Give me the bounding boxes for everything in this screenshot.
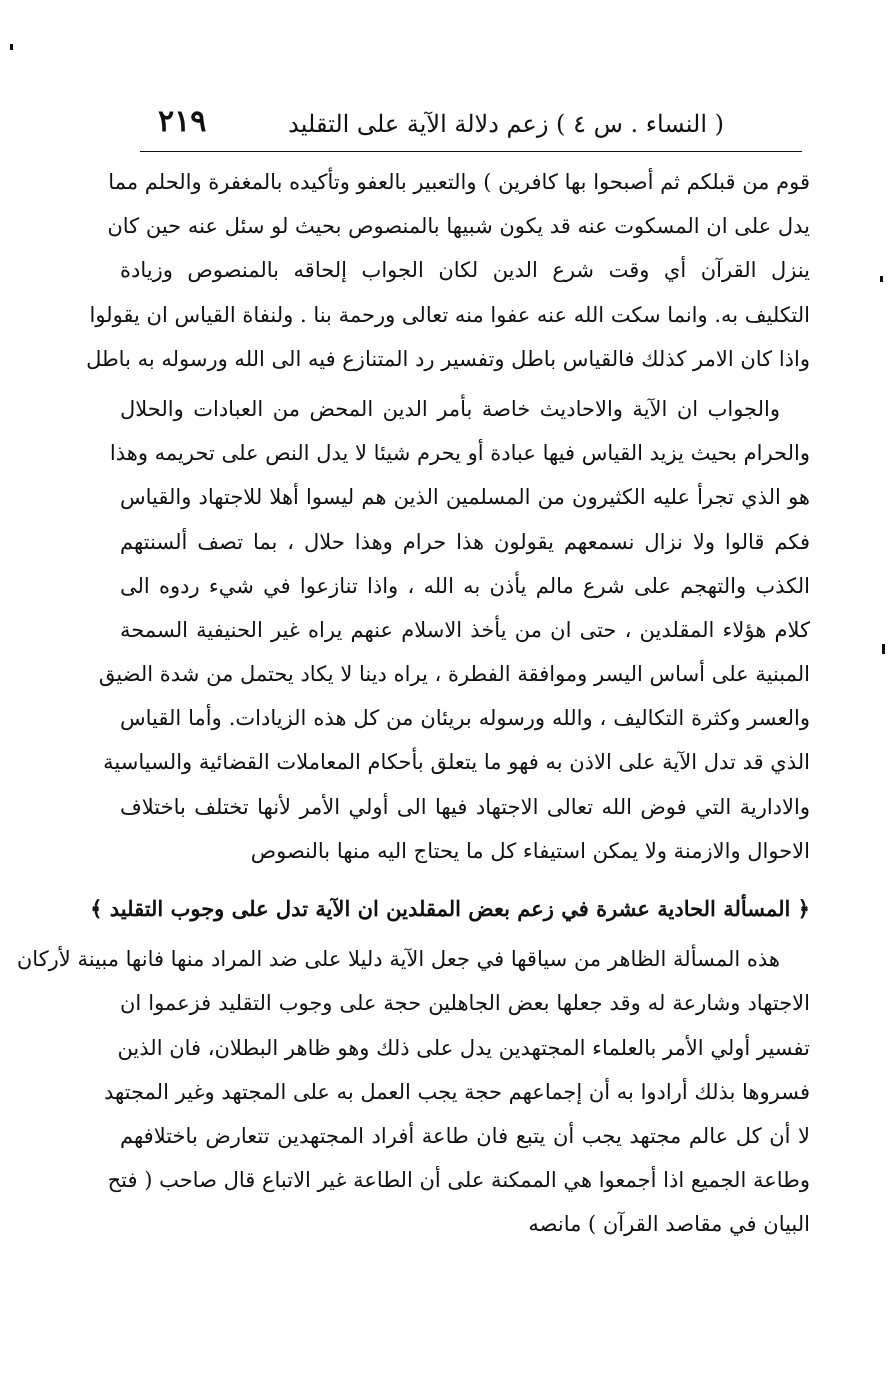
- page-number: ٢١٩: [158, 104, 207, 139]
- text-line: هو الذي تجرأ عليه الكثيرون من المسلمين الذين هم ليسوا أهلا للاجتهاد والقياس: [120, 485, 810, 510]
- page-body: [16, 160, 810, 1247]
- text-line: الذي قد تدل الآية على الاذن به فهو ما يتعلق بأحكام المعاملات القضائية والسياسية: [103, 750, 810, 775]
- page-header: [140, 104, 802, 148]
- text-line: الكذب والتهجم على شرع مالم يأذن به الله ، واذا تنازعوا في شيء ردوه الى: [120, 573, 810, 598]
- header-divider: [140, 151, 802, 152]
- text-line: التكليف به. وانما سكت الله عنه عفوا منه تعالى ورحمة بنا . ولنفاة القياس ان يقولوا: [89, 302, 810, 327]
- text-line: واذا كان الامر كذلك فالقياس باطل وتفسير رد المتنازع فيه الى الله ورسوله به باطل: [86, 346, 810, 371]
- text-line: والحرام بحيث يزيد القياس فيها عبادة أو يحرم شيئا لا يدل النص على تحريمه وهذا: [109, 441, 810, 466]
- text-line: فسروها بذلك أرادوا به أن إجماعهم حجة يجب العمل به على المجتهد وغير المجتهد: [103, 1079, 810, 1104]
- text-line: والعسر وكثرة التكاليف ، والله ورسوله بريئان من كل هذه الزيادات. وأما القياس: [120, 706, 810, 731]
- text-line: تفسير أولي الأمر بالعلماء المجتهدين يدل على ذلك وهو ظاهر البطلان، فان الذين: [117, 1035, 810, 1060]
- text-line: قوم من قبلكم ثم أصبحوا بها كافرين ) والتعبير بالعفو وتأكيده بالمغفرة والحلم مما: [108, 170, 810, 194]
- paragraph-start-line: والجواب ان الآية والاحاديث خاصة بأمر الدين المحض من العبادات والحلال: [120, 396, 780, 421]
- text-line: يدل على ان المسكوت عنه قد يكون شبيها بالمنصوص بحيث لو سئل عنه حين كان: [107, 214, 810, 239]
- text-line: كلام هؤلاء المقلدين ، حتى ان من يأخذ الاسلام عنهم يراه غير الحنيفية السمحة: [120, 617, 810, 642]
- text-line: لا أن كل عالم مجتهد يجب أن يتبع فان طاعة أفراد المجتهدين تتعارض باختلافهم: [120, 1123, 810, 1148]
- text-line: المبنية على أساس اليسر وموافقة الفطرة ، يراه دينا لا يكاد يحتمل من شدة الضيق: [98, 662, 810, 687]
- text-line: الاجتهاد وشارعة له وقد جعلها بعض الجاهلين حجة على وجوب التقليد فزعموا ان: [120, 991, 810, 1016]
- text-line: وطاعة الجميع اذا أجمعوا هي الممكنة على أن الطاعة غير الاتباع قال صاحب ( فتح: [107, 1168, 810, 1193]
- scan-speck: [880, 276, 883, 282]
- text-line: والادارية التي فوض الله تعالى الاجتهاد فيها الى أولي الأمر لأنها تختلف باختلاف: [120, 794, 810, 819]
- text-line: الاحوال والازمنة ولا يمكن استيفاء كل ما يحتاج اليه منها بالنصوص: [250, 838, 810, 863]
- text-line: البيان في مقاصد القرآن ) مانصه: [528, 1212, 810, 1237]
- paragraph-start-line: هذه المسألة الظاهر من سياقها في جعل الآية دليلا على ضد المراد منها فانها مبينة لأركان: [16, 947, 780, 972]
- scan-speck: [10, 44, 13, 50]
- running-title: ( النساء . س ٤ ) زعم دلالة الآية على التقليد: [288, 110, 724, 138]
- scan-speck: [882, 644, 885, 654]
- text-line: فكم قالوا ولا نزال نسمعهم يقولون هذا حرام وهذا حلال ، بما تصف ألسنتهم: [120, 529, 810, 554]
- section-heading: ﴿ المسألة الحادية عشرة في زعم بعض المقلدين ان الآية تدل على وجوب التقليد ﴾: [90, 896, 810, 921]
- text-line: ينزل القرآن أي وقت شرع الدين لكان الجواب إلحاقه بالمنصوص وزيادة: [120, 258, 810, 283]
